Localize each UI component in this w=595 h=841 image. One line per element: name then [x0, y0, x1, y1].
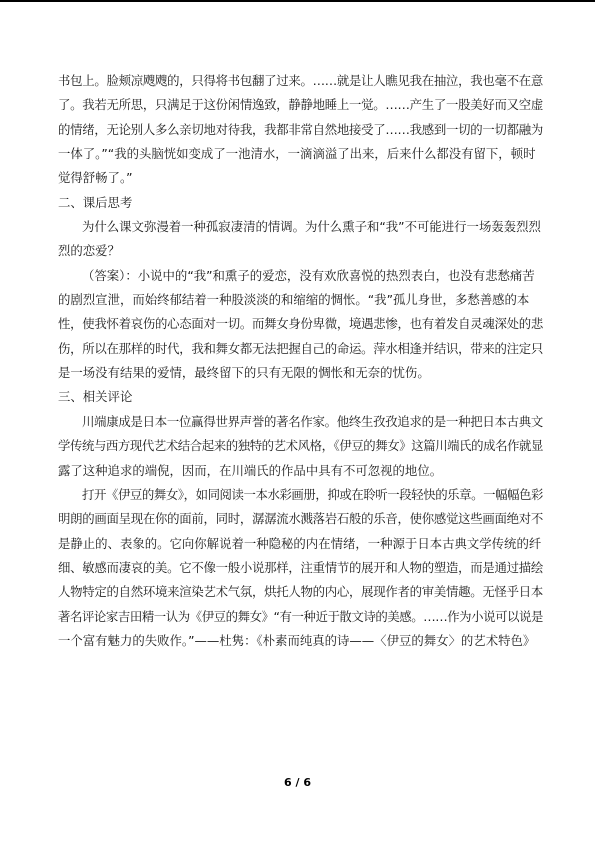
- text-line: 的情绪，无论别人多么亲切地对待我，我都非常自然地接受了……我感到一切的一切都融为: [58, 121, 543, 137]
- commentary-text: 学传统与西方现代艺术结合起来的独特的艺术风格，《伊豆的舞女》这篇川端氏的成名作就显: [58, 438, 544, 454]
- top-rule: [0, 0, 595, 2]
- commentary-text: 细、敏感而凄哀的美。它不像一般小说那样，注重情节的展开和人物的塑造，而是通过描绘: [58, 559, 543, 575]
- text-line: 了。我若无所思，只满足于这份闲情逸致，静静地睡上一觉。……产生了一股美好而又空虚: [58, 97, 543, 113]
- section-heading: 三、相关评论: [58, 389, 133, 405]
- answer-text: 的剧烈宣泄，而始终郁结着一种股淡淡的和缩缩的惆怅。“我”孤儿身世，多愁善感的本: [58, 292, 530, 308]
- answer-text: （答案）：小说中的“我”和熏子的爱恋，没有欢欣喜悦的热烈表白，也没有悲愁痛苦: [82, 267, 535, 283]
- answer-text: 伤，所以在那样的时代，我和舞女都无法把握自己的命运。萍水相逢并结识，带来的注定只: [58, 340, 543, 356]
- commentary-text: 是静止的、表象的。它向你解说着一种隐秘的内在情绪，一种源于日本古典文学传统的纤: [58, 535, 542, 551]
- page-number: 6 / 6: [284, 776, 311, 789]
- section-heading: 二、课后思考: [58, 194, 133, 210]
- text-line: 觉得舒畅了。”: [58, 170, 133, 186]
- commentary-text: 人物特定的自然环境来渲染艺术气氛，烘托人物的内心，展现作者的审美情趣。无怪乎日本: [58, 584, 543, 600]
- answer-text: 是一场没有结果的爱情，最终留下的只有无限的惆怅和无奈的忧伤。: [58, 365, 430, 381]
- commentary-text: 明朗的画面呈现在你的面前，同时，潺潺流水溅落岩石般的乐音，使你感觉这些画面绝对不: [58, 511, 543, 527]
- question-text: 为什么课文弥漫着一种孤寂凄清的情调。为什么熏子和“我”不可能进行一场轰轰烈烈: [82, 219, 541, 235]
- commentary-text: 一个富有魅力的失败作。”——杜隽：《朴素而纯真的诗——〈伊豆的舞女〉的艺术特色》: [58, 632, 536, 648]
- text-line: 书包上。脸颊凉飕飕的，只得将书包翻了过来。……就是让人瞧见我在抽泣，我也毫不在意: [58, 73, 543, 88]
- page-body: [58, 69, 543, 653]
- commentary-text: 露了这种追求的端倪，因而，在川端氏的作品中具有不可忽视的地位。: [58, 462, 443, 478]
- commentary-text: 打开《伊豆的舞女》，如同阅读一本水彩画册，抑或在聆听一段轻快的乐章。一幅幅色彩: [82, 486, 544, 502]
- answer-text: 性，使我怀着哀伤的心态面对一切。而舞女身份卑微，境遇悲惨，也有着发自灵魂深处的悲: [58, 316, 543, 332]
- question-text: 烈的恋爱？: [58, 243, 120, 259]
- commentary-text: 著名评论家吉田精一认为《伊豆的舞女》“有一种近于散文诗的美感。……作为小说可以说是: [58, 608, 543, 624]
- text-line: 一体了。”“我的头脑恍如变成了一池清水，一滴滴溢了出来，后来什么都没有留下，顿时: [58, 146, 536, 162]
- commentary-text: 川端康成是日本一位赢得世界声誉的著名作家。他终生孜孜追求的是一种把日本古典文: [82, 413, 544, 429]
